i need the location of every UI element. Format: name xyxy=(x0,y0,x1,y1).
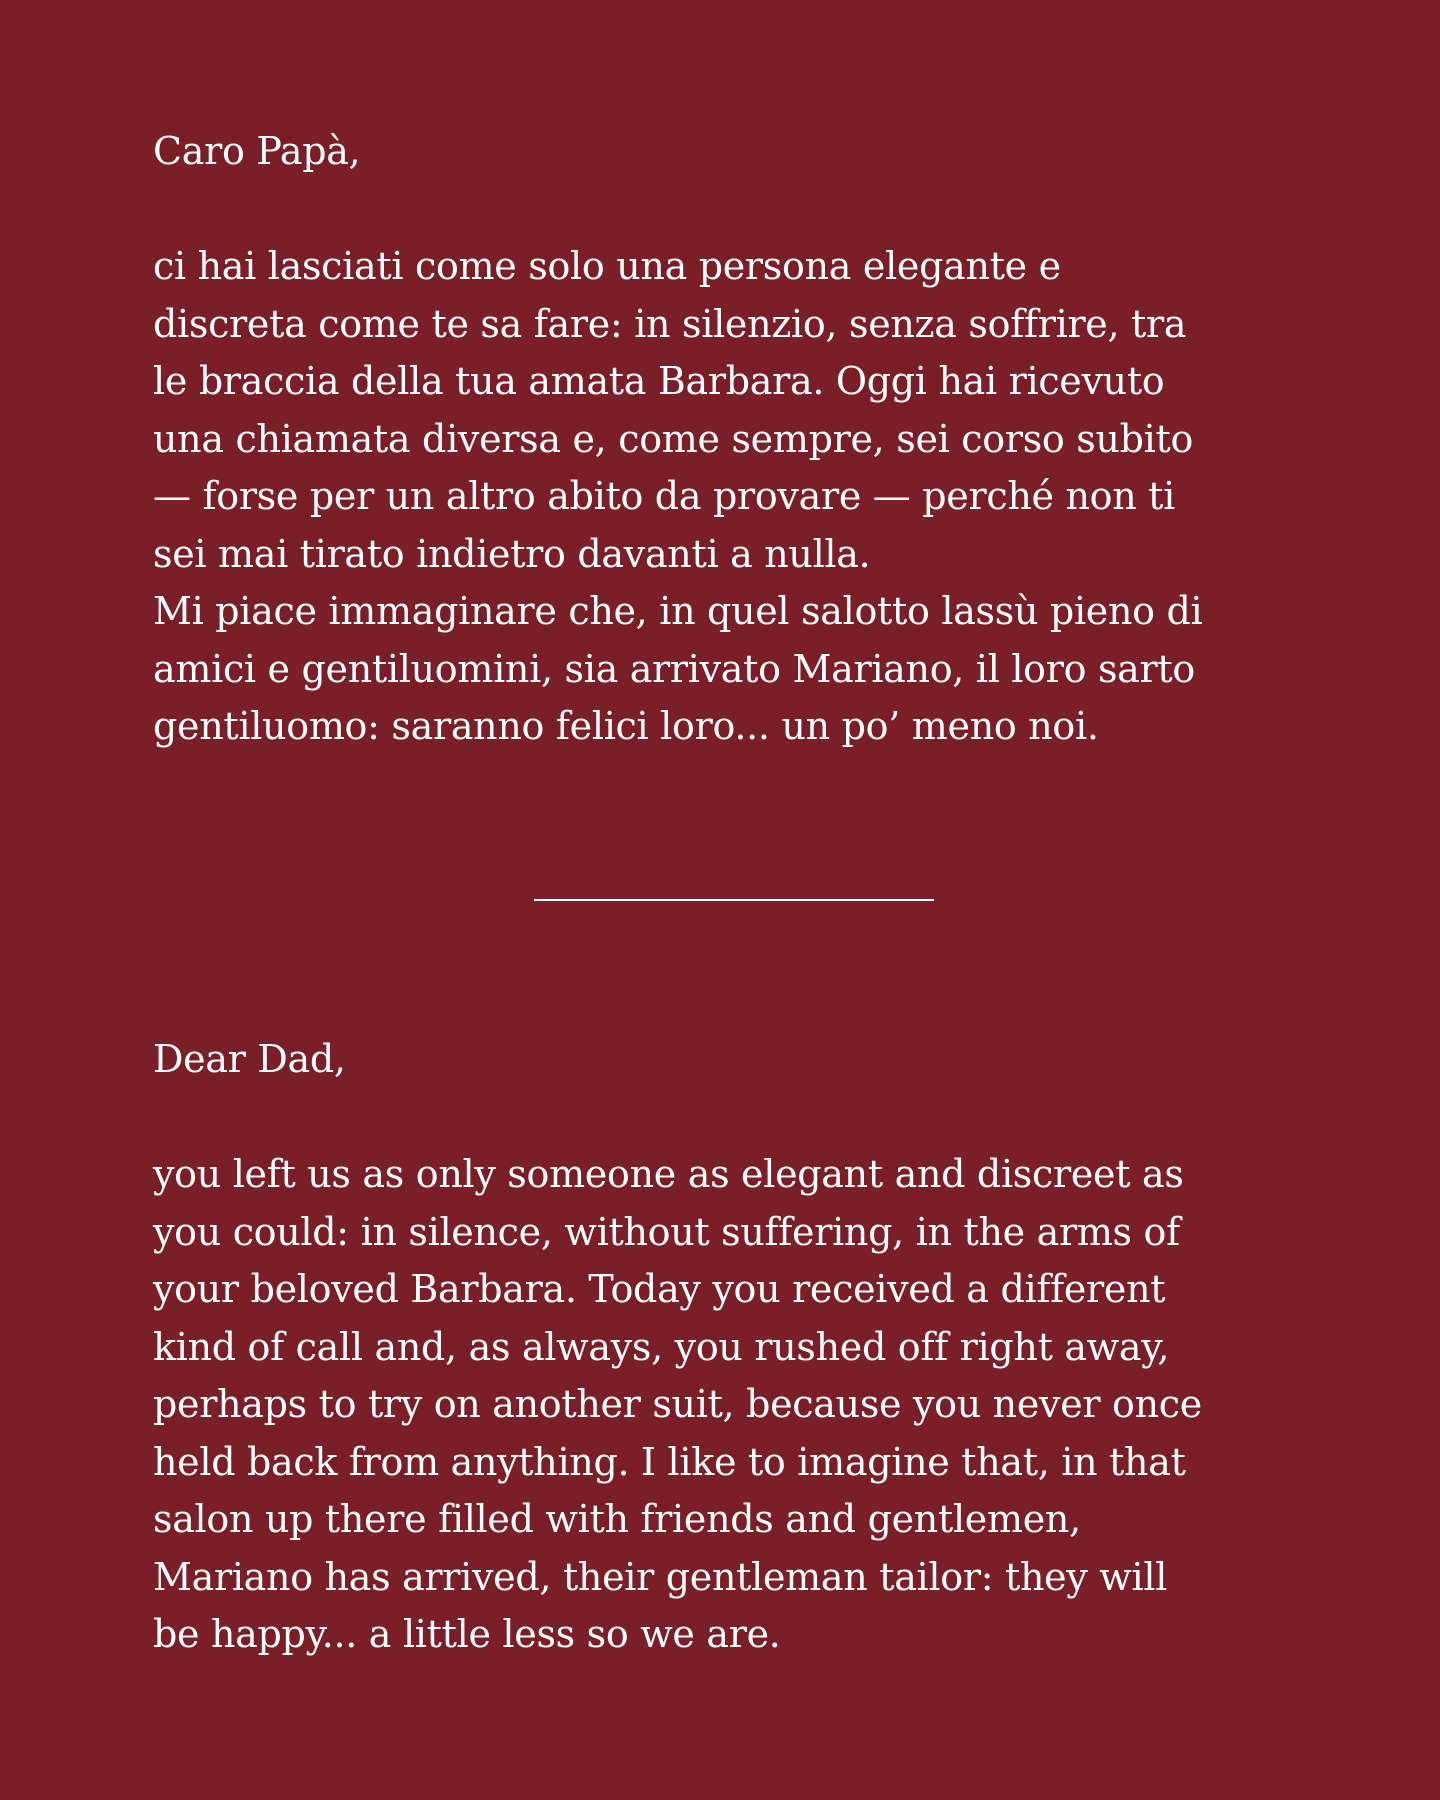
english-line: salon up there filled with friends and gentlemen, xyxy=(153,1497,1081,1541)
english-line: kind of call and, as always, you rushed off right away, xyxy=(153,1324,1170,1369)
section-divider xyxy=(534,899,934,901)
english-letter xyxy=(153,1031,1303,1664)
paragraph-spacer xyxy=(153,181,1303,239)
english-line: Mariano has arrived, their gentleman tailor: they will xyxy=(153,1554,1168,1599)
italian-line: amici e gentiluomini, sia arrivato Mariano, il loro sarto xyxy=(153,646,1195,691)
italian-line: gentiluomo: saranno felici loro... un po’ meno noi. xyxy=(153,704,1099,748)
paragraph-spacer xyxy=(153,1089,1303,1147)
english-line: perhaps to try on another suit, because you never once xyxy=(153,1382,1202,1426)
italian-line: — forse per un altro abito da provare — perché non ti xyxy=(153,474,1175,518)
italian-line: sei mai tirato indietro davanti a nulla. xyxy=(153,531,871,576)
english-line: you left us as only someone as elegant and discreet as xyxy=(153,1152,1184,1196)
english-line: you could: in silence, without suffering, in the arms of xyxy=(153,1209,1180,1254)
italian-letter xyxy=(153,123,1303,756)
italian-line: Mi piace immaginare che, in quel salotto lassù pieno di xyxy=(153,589,1203,633)
italian-greeting: Caro Papà, xyxy=(153,129,361,173)
italian-line: ci hai lasciati come solo una persona elegante e xyxy=(153,244,1061,288)
english-greeting: Dear Dad, xyxy=(153,1037,346,1081)
italian-line: le braccia della tua amata Barbara. Oggi hai ricevuto xyxy=(153,359,1165,403)
italian-line: una chiamata diversa e, come sempre, sei corso subito xyxy=(153,416,1194,461)
english-line: be happy... a little less so we are. xyxy=(153,1612,781,1656)
italian-line: discreta come te sa fare: in silenzio, senza soffrire, tra xyxy=(153,301,1187,346)
english-line: held back from anything. I like to imagine that, in that xyxy=(153,1439,1186,1484)
english-line: your beloved Barbara. Today you received a different xyxy=(153,1267,1166,1311)
